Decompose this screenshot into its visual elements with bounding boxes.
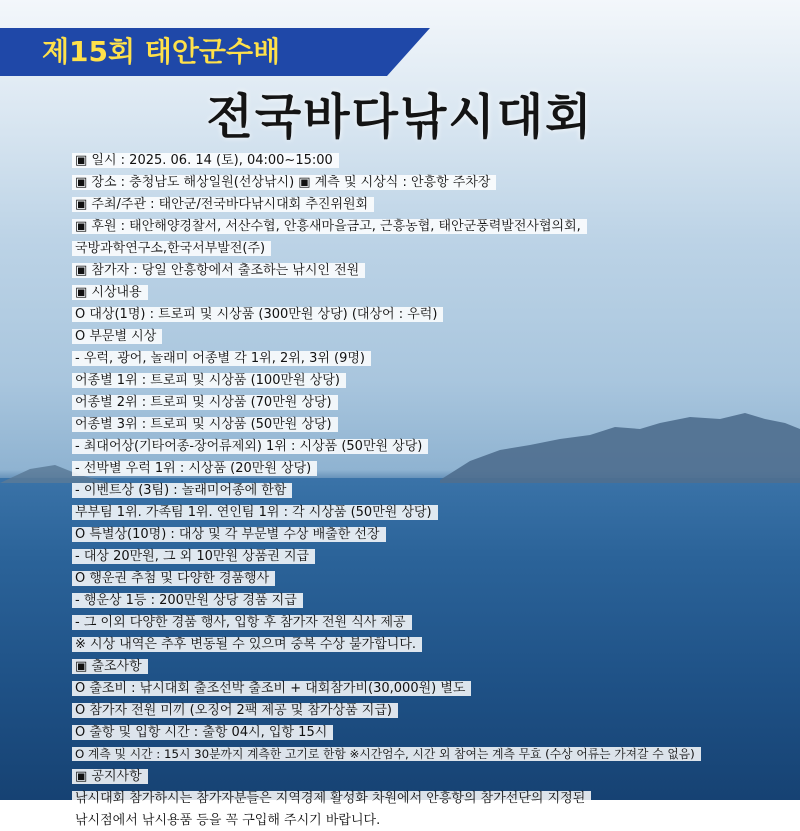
info-line: - 행운상 1등 : 200만원 상당 경품 지급	[72, 590, 303, 611]
info-line: - 우럭, 광어, 놀래미 어종별 각 1위, 2위, 3위 (9명)	[72, 348, 371, 369]
info-line: O 특별상(10명) : 대상 및 각 부문별 수상 배출한 선장	[72, 524, 386, 545]
info-line: ▣ 시상내용	[72, 282, 148, 303]
info-line: 어종별 3위 : 트로피 및 시상품 (50만원 상당)	[72, 414, 338, 435]
info-line: 어종별 2위 : 트로피 및 시상품 (70만원 상당)	[72, 392, 338, 413]
info-line: ※ 시상 내역은 추후 변동될 수 있으며 중복 수상 불가합니다.	[72, 634, 422, 655]
banner-title: 제15회 태안군수배	[42, 35, 281, 68]
info-line: ▣ 주최/주관 : 태안군/전국바다낚시대회 추진위원회	[72, 194, 374, 215]
info-line: ▣ 출조사항	[72, 656, 148, 677]
info-line: 어종별 1위 : 트로피 및 시상품 (100만원 상당)	[72, 370, 346, 391]
info-line: - 대상 20만원, 그 외 10만원 상품권 지급	[72, 546, 315, 567]
info-line: 부부팀 1위. 가족팀 1위. 연인팀 1위 : 각 시상품 (50만원 상당)	[72, 502, 438, 523]
info-line: 국방과학연구소,한국서부발전(주)	[72, 238, 271, 259]
main-title: 전국바다낚시대회	[206, 89, 594, 145]
info-line: O 계측 및 시간 : 15시 30분까지 계측한 고기로 한함 ※시간엄수, 시간 외 참여는 계측 무효 (수상 어류는 가져갈 수 없음)	[72, 744, 701, 765]
info-line: O 출항 및 입항 시간 : 출항 04시, 입항 15시	[72, 722, 333, 743]
info-line: - 그 이외 다양한 경품 행사, 입항 후 참가자 전원 식사 제공	[72, 612, 412, 633]
info-line: ▣ 참가자 : 당일 안흥항에서 출조하는 낚시인 전원	[72, 260, 365, 281]
info-line: O 행운권 추첨 및 다양한 경품행사	[72, 568, 275, 589]
info-line: ▣ 장소 : 충청남도 해상일원(선상낚시) ▣ 계측 및 시상식 : 안흥항 주차장	[72, 172, 496, 193]
info-line: 낚시대회 참가하시는 참가자분들은 지역경제 활성화 차원에서 안흥항의 참가선단의 지정된	[72, 788, 591, 809]
info-line: - 선박별 우럭 1위 : 시상품 (20만원 상당)	[72, 458, 317, 479]
info-line: O 출조비 : 낚시대회 출조선박 출조비 + 대회참가비(30,000원) 별도	[72, 678, 471, 699]
info-line: 낚시점에서 낚시용품 등을 꼭 구입해 주시기 바랍니다.	[72, 810, 386, 831]
info-line: O 부문별 시상	[72, 326, 162, 347]
info-line: - 이벤트상 (3팀) : 놀래미어종에 한함	[72, 480, 292, 501]
info-line: O 대상(1명) : 트로피 및 시상품 (300만원 상당) (대상어 : 우럭)	[72, 304, 443, 325]
info-line: O 참가자 전원 미끼 (오징어 2팩 제공 및 참가상품 지급)	[72, 700, 398, 721]
info-line: - 최대어상(기타어종-장어류제외) 1위 : 시상품 (50만원 상당)	[72, 436, 428, 457]
info-line: ▣ 공지사항	[72, 766, 148, 787]
info-line: ▣ 후원 : 태안해양경찰서, 서산수협, 안흥새마을금고, 근흥농협, 태안군풍력발전사협의회,	[72, 216, 587, 237]
info-line: ▣ 일시 : 2025. 06. 14 (토), 04:00~15:00	[72, 150, 339, 171]
